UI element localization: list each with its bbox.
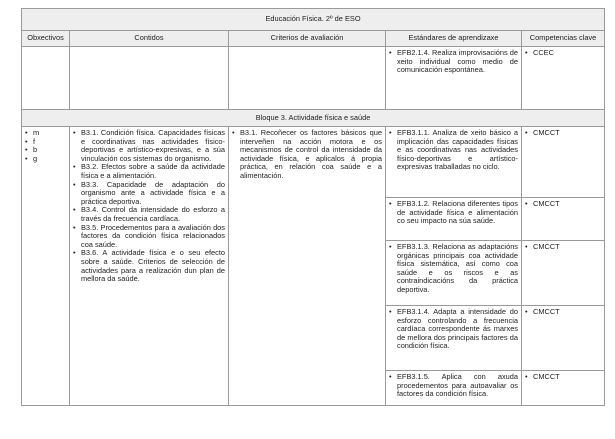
content-item: • B3.6. A actividade física e o seu efecto sobre a saúde. Criterios de selección de actividades para a realización dun plan de mellora da saúde.	[73, 249, 225, 283]
competence-text: • CCEC	[525, 49, 601, 58]
competence-cell	[522, 47, 605, 110]
standard-cell	[386, 241, 522, 306]
competence-cell	[522, 241, 605, 306]
competence-text: • CMCCT	[525, 308, 601, 317]
content-item: • B3.2. Efectos sobre a saúde da actividade física e a alimentación.	[73, 163, 225, 180]
block-title: Bloque 3. Actividade física e saúde	[22, 110, 605, 127]
standard-cell	[386, 306, 522, 371]
table-title: Educación Física. 2º de ESO	[22, 9, 605, 31]
col-header-competences: Competencias clave	[522, 31, 605, 47]
standard-cell	[386, 127, 522, 198]
objective-item: • b	[25, 146, 66, 155]
content-item: • B3.3. Capacidade de adaptación do organismo ante a actividade física e a práctica deportiva.	[73, 181, 225, 207]
competence-text: • CMCCT	[525, 200, 601, 209]
empty-cell	[70, 47, 229, 110]
objective-item: • f	[25, 138, 66, 147]
col-header-criteria: Criterios de avaliación	[229, 31, 386, 47]
objective-item: • g	[25, 155, 66, 164]
standard-cell	[386, 371, 522, 406]
competence-cell	[522, 371, 605, 406]
competence-text: • CMCCT	[525, 129, 601, 138]
content-item: • B3.1. Condición física. Capacidades físicas e coordinativas nas actividades físico-deportivas e artístico-expresivas, e a súa vinculación cos sistemas do organismo.	[73, 129, 225, 163]
standard-text: • EFB3.1.2. Relaciona diferentes tipos de actividade física e alimentación co seu impacto na súa saúde.	[389, 200, 518, 226]
standard-cell	[386, 198, 522, 241]
competence-text: • CMCCT	[525, 373, 601, 382]
standard-text: • EFB3.1.3. Relaciona as adaptacións orgánicas principais coa actividade física sistemática, así como coa saúde e os riscos e as contraindicacións da práctica deportiva.	[389, 243, 518, 295]
criteria-cell	[229, 127, 386, 406]
content-item: • B3.5. Procedementos para a avaliación dos factores da condición física relacionados coa saúde.	[73, 224, 225, 250]
col-header-objectives: Obxectivos	[22, 31, 70, 47]
empty-cell	[22, 47, 70, 110]
standard-text: • EFB3.1.4. Adapta a intensidade do esforzo controlando a frecuencia cardíaca correspondente ás marxes de mellora dos principais factores da condición física.	[389, 308, 518, 351]
objectives-cell	[22, 127, 70, 406]
standard-cell	[386, 47, 522, 110]
content-item: • B3.4. Control da intensidade do esforzo a través da frecuencia cardíaca.	[73, 206, 225, 223]
curriculum-table	[21, 8, 605, 406]
competence-cell	[522, 127, 605, 198]
competence-text: • CMCCT	[525, 243, 601, 252]
standard-text: • EFB3.1.5. Aplica con axuda procedementos para autoavaliar os factores da condición física.	[389, 373, 518, 399]
standard-text: • EFB2.1.4. Realiza improvisacións de xeito individual como medio de comunicación espontánea.	[389, 49, 518, 75]
col-header-contents: Contidos	[70, 31, 229, 47]
criterion-item: • B3.1. Recoñecer os factores básicos que interveñen na acción motora e os mecanismos de control da intensidade da actividade física, e aplicalos á propia práctica, en relación coa saúde e a alimentación.	[232, 129, 382, 181]
competence-cell	[522, 306, 605, 371]
competence-cell	[522, 198, 605, 241]
standard-text: • EFB3.1.1. Analiza de xeito básico a implicación das capacidades físicas e as coordinativas nas actividades físico-deportivas e artístico-expresivas traballadas no ciclo.	[389, 129, 518, 172]
contents-cell	[70, 127, 229, 406]
col-header-standards: Estándares de aprendizaxe	[386, 31, 522, 47]
empty-cell	[229, 47, 386, 110]
objective-item: • m	[25, 129, 66, 138]
